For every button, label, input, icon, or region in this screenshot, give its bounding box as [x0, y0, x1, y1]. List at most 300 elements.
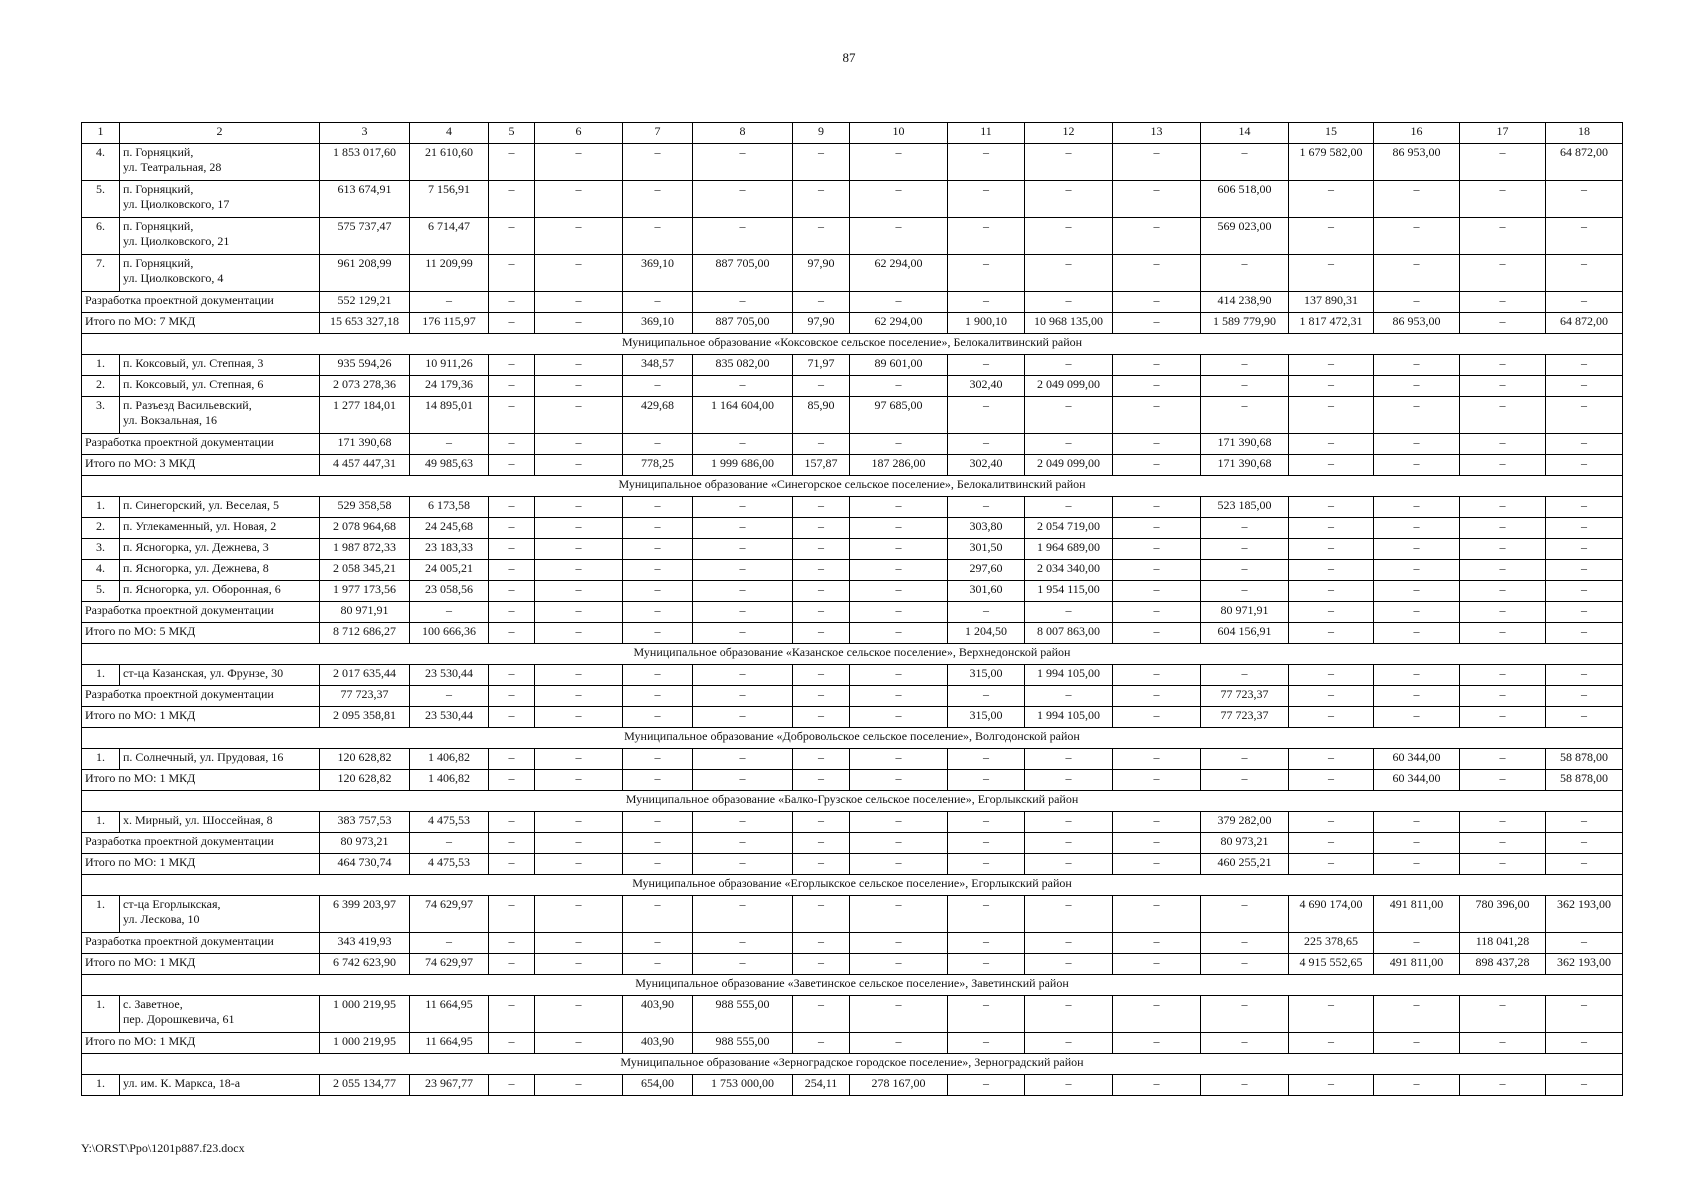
- column-header: 8: [693, 123, 793, 144]
- summary-cell: –: [489, 292, 535, 313]
- value-cell: –: [850, 812, 948, 833]
- summary-cell: –: [489, 313, 535, 334]
- value-cell: –: [1460, 560, 1546, 581]
- value-cell: –: [489, 581, 535, 602]
- value-cell: –: [948, 749, 1025, 770]
- section-header-row: [82, 975, 1623, 996]
- summary-cell: –: [693, 434, 793, 455]
- summary-cell: –: [535, 313, 623, 334]
- value-cell: –: [1374, 218, 1460, 255]
- summary-cell: 604 156,91: [1201, 623, 1289, 644]
- value-cell: –: [1113, 397, 1201, 434]
- value-cell: –: [535, 896, 623, 933]
- value-cell: –: [1113, 581, 1201, 602]
- value-cell: 23 530,44: [410, 665, 489, 686]
- value-cell: –: [1374, 1075, 1460, 1096]
- value-cell: –: [948, 497, 1025, 518]
- summary-cell: –: [1113, 434, 1201, 455]
- value-cell: –: [948, 218, 1025, 255]
- value-cell: –: [793, 560, 850, 581]
- table-row: [82, 518, 1623, 539]
- value-cell: 575 737,47: [320, 218, 410, 255]
- summary-cell: –: [623, 434, 693, 455]
- summary-cell: –: [1289, 833, 1374, 854]
- value-cell: –: [1201, 397, 1289, 434]
- summary-cell: –: [535, 1033, 623, 1054]
- summary-cell: –: [623, 833, 693, 854]
- summary-cell: –: [1201, 1033, 1289, 1054]
- row-number: 5.: [82, 181, 120, 218]
- summary-cell: –: [1289, 623, 1374, 644]
- summary-cell: –: [1113, 707, 1201, 728]
- summary-cell: –: [850, 833, 948, 854]
- summary-cell: 2 095 358,81: [320, 707, 410, 728]
- column-header: 15: [1289, 123, 1374, 144]
- column-header: 6: [535, 123, 623, 144]
- summary-row: [82, 434, 1623, 455]
- value-cell: –: [1546, 518, 1623, 539]
- column-header: 7: [623, 123, 693, 144]
- summary-cell: –: [410, 833, 489, 854]
- summary-cell: –: [1113, 602, 1201, 623]
- row-number: 1.: [82, 1075, 120, 1096]
- value-cell: 89 601,00: [850, 355, 948, 376]
- summary-cell: –: [948, 854, 1025, 875]
- section-header-row: [82, 334, 1623, 355]
- value-cell: 1 977 173,56: [320, 581, 410, 602]
- value-cell: –: [1201, 1075, 1289, 1096]
- value-cell: –: [1201, 376, 1289, 397]
- table-row: [82, 996, 1623, 1033]
- value-cell: 315,00: [948, 665, 1025, 686]
- address-cell: ст-ца Казанская, ул. Фрунзе, 30: [120, 665, 320, 686]
- summary-cell: 176 115,97: [410, 313, 489, 334]
- summary-cell: –: [793, 854, 850, 875]
- value-cell: –: [1289, 518, 1374, 539]
- value-cell: –: [1374, 812, 1460, 833]
- value-cell: –: [948, 996, 1025, 1033]
- value-cell: –: [1546, 812, 1623, 833]
- value-cell: –: [1374, 181, 1460, 218]
- section-header-row: [82, 644, 1623, 665]
- value-cell: –: [489, 539, 535, 560]
- summary-cell: –: [1546, 686, 1623, 707]
- summary-cell: 80 971,91: [320, 602, 410, 623]
- summary-cell: 120 628,82: [320, 770, 410, 791]
- value-cell: –: [850, 376, 948, 397]
- value-cell: –: [1546, 560, 1623, 581]
- summary-cell: –: [535, 933, 623, 954]
- column-header: 14: [1201, 123, 1289, 144]
- value-cell: 2 054 719,00: [1025, 518, 1113, 539]
- value-cell: –: [850, 560, 948, 581]
- row-number: 1.: [82, 355, 120, 376]
- value-cell: 74 629,97: [410, 896, 489, 933]
- column-header: 11: [948, 123, 1025, 144]
- summary-cell: –: [535, 770, 623, 791]
- value-cell: –: [1201, 996, 1289, 1033]
- value-cell: –: [489, 218, 535, 255]
- summary-cell: –: [1374, 707, 1460, 728]
- summary-row: [82, 833, 1623, 854]
- summary-cell: –: [1201, 770, 1289, 791]
- value-cell: –: [693, 144, 793, 181]
- value-cell: 6 714,47: [410, 218, 489, 255]
- value-cell: –: [535, 255, 623, 292]
- summary-cell: 2 049 099,00: [1025, 455, 1113, 476]
- summary-cell: 898 437,28: [1460, 954, 1546, 975]
- value-cell: 302,40: [948, 376, 1025, 397]
- value-cell: –: [1025, 218, 1113, 255]
- municipality-title: Муниципальное образование «Егорлыкское сельское поселение», Егорлыкский район: [82, 875, 1623, 896]
- summary-cell: 1 994 105,00: [1025, 707, 1113, 728]
- summary-cell: –: [1460, 770, 1546, 791]
- summary-cell: 403,90: [623, 1033, 693, 1054]
- value-cell: –: [793, 376, 850, 397]
- value-cell: –: [793, 144, 850, 181]
- summary-cell: 4 475,53: [410, 854, 489, 875]
- value-cell: –: [1025, 355, 1113, 376]
- summary-cell: 77 723,37: [1201, 686, 1289, 707]
- summary-row: [82, 954, 1623, 975]
- summary-cell: –: [1546, 623, 1623, 644]
- value-cell: –: [1113, 560, 1201, 581]
- value-cell: –: [1289, 1075, 1374, 1096]
- value-cell: 24 245,68: [410, 518, 489, 539]
- value-cell: 86 953,00: [1374, 144, 1460, 181]
- value-cell: –: [1113, 181, 1201, 218]
- value-cell: –: [1374, 397, 1460, 434]
- summary-cell: 8 712 686,27: [320, 623, 410, 644]
- summary-cell: 97,90: [793, 313, 850, 334]
- value-cell: 6 399 203,97: [320, 896, 410, 933]
- summary-label: Разработка проектной документации: [82, 292, 320, 313]
- value-cell: –: [1113, 144, 1201, 181]
- value-cell: 97,90: [793, 255, 850, 292]
- table-body: [82, 144, 1623, 1096]
- column-header: 2: [120, 123, 320, 144]
- summary-cell: 62 294,00: [850, 313, 948, 334]
- summary-cell: –: [623, 933, 693, 954]
- header-row: [82, 123, 1623, 144]
- summary-cell: –: [1113, 292, 1201, 313]
- value-cell: –: [1546, 996, 1623, 1033]
- value-cell: 2 049 099,00: [1025, 376, 1113, 397]
- value-cell: –: [535, 397, 623, 434]
- municipality-title: Муниципальное образование «Балко-Грузское сельское поселение», Егорлыкский район: [82, 791, 1623, 812]
- value-cell: 24 005,21: [410, 560, 489, 581]
- summary-cell: 10 968 135,00: [1025, 313, 1113, 334]
- summary-cell: –: [1460, 833, 1546, 854]
- value-cell: –: [1546, 665, 1623, 686]
- summary-label: Разработка проектной документации: [82, 686, 320, 707]
- value-cell: 1 164 604,00: [693, 397, 793, 434]
- value-cell: 71,97: [793, 355, 850, 376]
- value-cell: –: [1113, 355, 1201, 376]
- value-cell: –: [693, 518, 793, 539]
- value-cell: 835 082,00: [693, 355, 793, 376]
- value-cell: –: [850, 181, 948, 218]
- value-cell: –: [489, 996, 535, 1033]
- summary-cell: –: [948, 770, 1025, 791]
- summary-cell: –: [693, 933, 793, 954]
- summary-cell: –: [850, 602, 948, 623]
- summary-cell: –: [1025, 854, 1113, 875]
- table-row: [82, 218, 1623, 255]
- value-cell: –: [1289, 355, 1374, 376]
- summary-cell: –: [1289, 770, 1374, 791]
- value-cell: 23 058,56: [410, 581, 489, 602]
- value-cell: 60 344,00: [1374, 749, 1460, 770]
- summary-cell: –: [948, 833, 1025, 854]
- summary-cell: 887 705,00: [693, 313, 793, 334]
- summary-cell: –: [623, 602, 693, 623]
- summary-cell: –: [1374, 854, 1460, 875]
- summary-label: Итого по МО: 1 МКД: [82, 1033, 320, 1054]
- value-cell: –: [489, 896, 535, 933]
- value-cell: –: [1201, 665, 1289, 686]
- summary-cell: 137 890,31: [1289, 292, 1374, 313]
- value-cell: –: [1374, 255, 1460, 292]
- value-cell: –: [793, 996, 850, 1033]
- summary-cell: –: [1025, 770, 1113, 791]
- value-cell: 988 555,00: [693, 996, 793, 1033]
- value-cell: –: [1289, 749, 1374, 770]
- summary-cell: 464 730,74: [320, 854, 410, 875]
- summary-cell: –: [535, 954, 623, 975]
- address-cell: п. Ясногорка, ул. Дежнева, 3: [120, 539, 320, 560]
- summary-label: Итого по МО: 7 МКД: [82, 313, 320, 334]
- value-cell: –: [1460, 996, 1546, 1033]
- summary-label: Разработка проектной документации: [82, 933, 320, 954]
- summary-cell: –: [410, 292, 489, 313]
- summary-cell: –: [1025, 1033, 1113, 1054]
- summary-cell: –: [850, 292, 948, 313]
- table-row: [82, 560, 1623, 581]
- value-cell: –: [850, 539, 948, 560]
- value-cell: –: [1113, 665, 1201, 686]
- summary-cell: –: [793, 292, 850, 313]
- summary-cell: 302,40: [948, 455, 1025, 476]
- summary-cell: 49 985,63: [410, 455, 489, 476]
- summary-cell: –: [1546, 833, 1623, 854]
- column-header: 16: [1374, 123, 1460, 144]
- value-cell: –: [1546, 376, 1623, 397]
- table-row: [82, 1075, 1623, 1096]
- table-header: [82, 123, 1623, 144]
- value-cell: –: [1546, 397, 1623, 434]
- value-cell: 64 872,00: [1546, 144, 1623, 181]
- summary-cell: –: [489, 455, 535, 476]
- value-cell: 303,80: [948, 518, 1025, 539]
- summary-cell: –: [489, 686, 535, 707]
- table-row: [82, 665, 1623, 686]
- summary-cell: –: [489, 623, 535, 644]
- value-cell: 10 911,26: [410, 355, 489, 376]
- row-number: 1.: [82, 497, 120, 518]
- summary-cell: –: [948, 602, 1025, 623]
- value-cell: 2 034 340,00: [1025, 560, 1113, 581]
- summary-cell: –: [948, 933, 1025, 954]
- summary-cell: –: [793, 1033, 850, 1054]
- value-cell: 1 406,82: [410, 749, 489, 770]
- summary-cell: 4 457 447,31: [320, 455, 410, 476]
- column-header: 1: [82, 123, 120, 144]
- summary-cell: –: [793, 602, 850, 623]
- table-row: [82, 181, 1623, 218]
- summary-cell: –: [693, 954, 793, 975]
- value-cell: 1 277 184,01: [320, 397, 410, 434]
- summary-cell: –: [693, 623, 793, 644]
- summary-cell: –: [850, 686, 948, 707]
- value-cell: –: [489, 518, 535, 539]
- summary-cell: –: [1289, 602, 1374, 623]
- summary-cell: –: [850, 1033, 948, 1054]
- summary-cell: –: [410, 434, 489, 455]
- summary-cell: 988 555,00: [693, 1033, 793, 1054]
- address-cell: п. Разъезд Васильевский, ул. Вокзальная, 16: [120, 397, 320, 434]
- summary-cell: 1 589 779,90: [1201, 313, 1289, 334]
- value-cell: –: [535, 376, 623, 397]
- summary-cell: –: [1460, 854, 1546, 875]
- value-cell: 1 753 000,00: [693, 1075, 793, 1096]
- value-cell: –: [1546, 581, 1623, 602]
- row-number: 1.: [82, 665, 120, 686]
- summary-cell: 74 629,97: [410, 954, 489, 975]
- value-cell: –: [1025, 1075, 1113, 1096]
- summary-cell: –: [693, 686, 793, 707]
- value-cell: –: [1113, 539, 1201, 560]
- column-header: 12: [1025, 123, 1113, 144]
- value-cell: 2 055 134,77: [320, 1075, 410, 1096]
- summary-cell: –: [489, 434, 535, 455]
- summary-cell: –: [535, 623, 623, 644]
- value-cell: –: [693, 581, 793, 602]
- value-cell: –: [535, 665, 623, 686]
- summary-cell: –: [850, 933, 948, 954]
- summary-cell: –: [489, 954, 535, 975]
- summary-cell: –: [1374, 602, 1460, 623]
- value-cell: –: [1460, 812, 1546, 833]
- value-cell: –: [535, 560, 623, 581]
- address-cell: п. Синегорский, ул. Веселая, 5: [120, 497, 320, 518]
- summary-cell: 86 953,00: [1374, 313, 1460, 334]
- summary-row: [82, 313, 1623, 334]
- value-cell: –: [948, 812, 1025, 833]
- summary-cell: –: [1025, 686, 1113, 707]
- value-cell: –: [1460, 376, 1546, 397]
- municipality-title: Муниципальное образование «Добровольское сельское поселение», Волгодонской район: [82, 728, 1623, 749]
- summary-label: Итого по МО: 1 МКД: [82, 954, 320, 975]
- address-cell: п. Углекаменный, ул. Новая, 2: [120, 518, 320, 539]
- summary-cell: –: [1113, 686, 1201, 707]
- summary-cell: –: [793, 434, 850, 455]
- value-cell: –: [1201, 560, 1289, 581]
- value-cell: –: [535, 518, 623, 539]
- section-header-row: [82, 875, 1623, 896]
- summary-cell: –: [623, 707, 693, 728]
- value-cell: –: [489, 376, 535, 397]
- value-cell: –: [623, 560, 693, 581]
- value-cell: –: [850, 497, 948, 518]
- summary-cell: 1 000 219,95: [320, 1033, 410, 1054]
- value-cell: –: [623, 665, 693, 686]
- value-cell: –: [693, 749, 793, 770]
- summary-cell: –: [1113, 954, 1201, 975]
- value-cell: 606 518,00: [1201, 181, 1289, 218]
- value-cell: –: [535, 539, 623, 560]
- value-cell: 529 358,58: [320, 497, 410, 518]
- summary-cell: –: [535, 292, 623, 313]
- summary-cell: –: [693, 854, 793, 875]
- column-header: 10: [850, 123, 948, 144]
- value-cell: 97 685,00: [850, 397, 948, 434]
- summary-cell: –: [1374, 434, 1460, 455]
- value-cell: –: [948, 397, 1025, 434]
- summary-cell: –: [1289, 434, 1374, 455]
- column-header: 3: [320, 123, 410, 144]
- summary-cell: –: [1546, 455, 1623, 476]
- summary-cell: –: [535, 455, 623, 476]
- value-cell: –: [948, 144, 1025, 181]
- summary-cell: –: [693, 707, 793, 728]
- value-cell: –: [693, 539, 793, 560]
- summary-cell: –: [1113, 1033, 1201, 1054]
- summary-cell: 118 041,28: [1460, 933, 1546, 954]
- value-cell: –: [1289, 397, 1374, 434]
- value-cell: 1 964 689,00: [1025, 539, 1113, 560]
- summary-row: [82, 770, 1623, 791]
- summary-cell: –: [1546, 434, 1623, 455]
- summary-cell: –: [793, 707, 850, 728]
- summary-row: [82, 455, 1623, 476]
- summary-cell: –: [623, 623, 693, 644]
- summary-label: Итого по МО: 1 МКД: [82, 854, 320, 875]
- value-cell: –: [489, 749, 535, 770]
- value-cell: –: [1113, 996, 1201, 1033]
- municipality-title: Муниципальное образование «Казанское сельское поселение», Верхнедонской район: [82, 644, 1623, 665]
- summary-cell: –: [1460, 434, 1546, 455]
- value-cell: –: [693, 497, 793, 518]
- summary-row: [82, 623, 1623, 644]
- summary-cell: –: [1546, 933, 1623, 954]
- address-cell: п. Коксовый, ул. Степная, 3: [120, 355, 320, 376]
- summary-cell: –: [1374, 833, 1460, 854]
- summary-cell: –: [1201, 933, 1289, 954]
- value-cell: –: [1289, 812, 1374, 833]
- table-row: [82, 896, 1623, 933]
- summary-cell: –: [850, 623, 948, 644]
- value-cell: –: [489, 255, 535, 292]
- summary-cell: 64 872,00: [1546, 313, 1623, 334]
- value-cell: 348,57: [623, 355, 693, 376]
- value-cell: –: [1460, 218, 1546, 255]
- table-row: [82, 397, 1623, 434]
- value-cell: –: [1460, 397, 1546, 434]
- summary-cell: –: [1113, 854, 1201, 875]
- column-header: 13: [1113, 123, 1201, 144]
- value-cell: –: [623, 518, 693, 539]
- value-cell: 1 994 105,00: [1025, 665, 1113, 686]
- summary-cell: 6 742 623,90: [320, 954, 410, 975]
- value-cell: 887 705,00: [693, 255, 793, 292]
- value-cell: –: [1374, 539, 1460, 560]
- summary-cell: –: [489, 1033, 535, 1054]
- value-cell: –: [793, 665, 850, 686]
- summary-cell: 157,87: [793, 455, 850, 476]
- summary-label: Разработка проектной документации: [82, 434, 320, 455]
- summary-cell: –: [623, 292, 693, 313]
